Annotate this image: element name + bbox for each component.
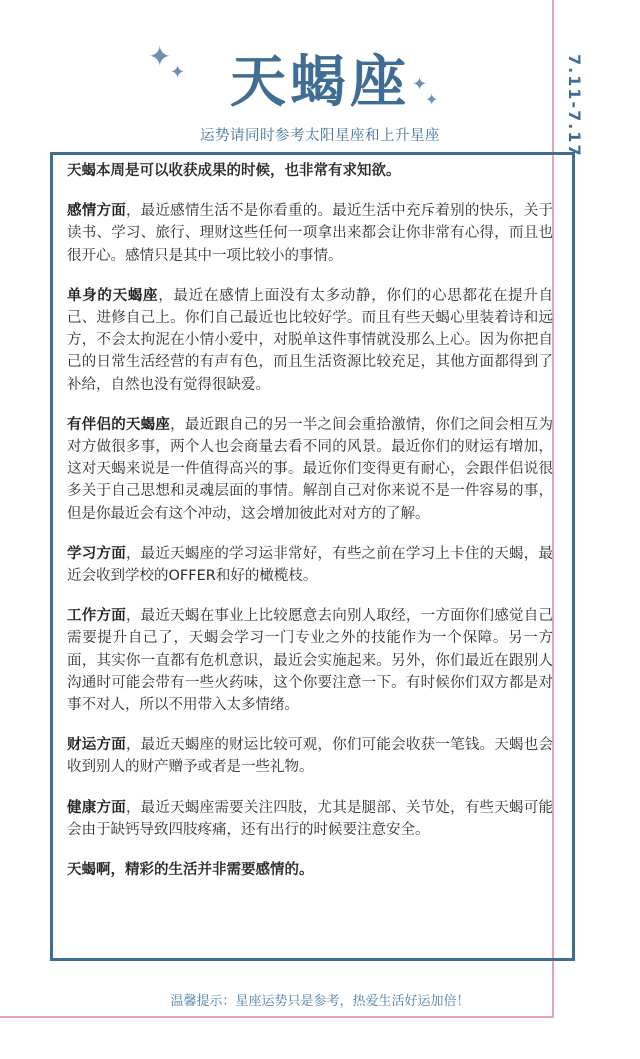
page-subtitle: 运势请同时参考太阳星座和上升星座: [200, 128, 440, 144]
section-heading: 学习方面: [67, 545, 126, 562]
section-text: ，最近天蝎座需要关注四肢，尤其是腿部、关节处，有些天蝎可能会由于缺钙导致四肢疼痛，还有出行的时候要注意安全。: [67, 799, 553, 838]
page-title: 天蝎座: [230, 50, 410, 115]
footer-tip: 温馨提示：星座运势只是参考，热爱生活好运加倍！: [170, 994, 470, 1009]
section-partnered: [67, 414, 553, 525]
sparkle-icon: ✦: [148, 40, 172, 73]
sparkle-icon: ✦: [425, 90, 439, 109]
section-heading: 单身的天蝎座: [67, 287, 159, 304]
sparkle-icon: ✦: [170, 62, 186, 83]
section-text: ，最近天蝎座的财运比较可观，你们可能会收获一笔钱。天蝎也会收到别人的财产赠予或者是一些礼物。: [67, 737, 553, 776]
section-text: ，最近感情生活不是你看重的。最近生活中充斥着别的快乐，关于读书、学习、旅行、理财这些任何一项拿出来都会让你非常有心得，而且也很开心。感情只是其中一项比较小的事情。: [67, 203, 553, 264]
section-heading: 健康方面: [67, 799, 126, 816]
section-heading: 有伴侣的天蝎座: [67, 416, 171, 433]
section-text: ，最近跟自己的另一半之间会重拾激情，你们之间会相互为对方做很多事，两个人也会商量去看不同的风景。最近你们的财运有增加，这对天蝎来说是一件值得高兴的事。最近你们变得更有耐心，会跟伴侣说很多关于自己思想和灵魂层面的事情。解剖自己对你来说不是一件容易的事，但是你最近会有这个冲动，这会增加彼此对对方的了解。: [67, 416, 553, 522]
section-heading: 感情方面: [67, 203, 126, 220]
section-text: ，最近天蝎在事业上比较愿意去向别人取经，一方面你们感觉自己需要提升自己了，天蝎会学习一门专业之外的技能作为一个保障。另一方面，其实你一直都有危机意识，最近会实施起来。另外，你们最近在跟别人沟通时可能会带有一些火药味，这个你要注意一下。有时候你们双方都是对事不对人，所以不用带入太多情绪。: [67, 608, 553, 714]
section-love: [67, 200, 553, 267]
section-text: ，最近在感情上面没有太多动静，你们的心思都花在提升自己、进修自己上。你们自己最近也比较好学。而且有些天蝎心里装着诗和远方，不会太拘泥在小情小爱中，对脱单这件事情就没那么上心。因为你把自己的日常生活经营的有声有色，而且生活资源比较充足，其他方面都得到了补给，自然也没有觉得很缺爱。: [67, 287, 554, 393]
section-heading: 工作方面: [67, 608, 126, 625]
pink-horizontal-line: [0, 1016, 554, 1018]
section-study: [67, 543, 553, 587]
section-heading: 财运方面: [67, 737, 126, 754]
horoscope-content: [67, 160, 553, 899]
intro-paragraph: 天蝎本周是可以收获成果的时候，也非常有求知欲。: [67, 163, 401, 179]
section-text: ，最近天蝎座的学习运非常好，有些之前在学习上卡住的天蝎，最近会收到学校的OFFER和好的橄榄枝。: [67, 545, 553, 585]
section-health: [67, 797, 553, 841]
closing-paragraph: 天蝎啊，精彩的生活并非需要感情的。: [67, 862, 314, 879]
section-single: [67, 285, 553, 396]
section-wealth: [67, 734, 553, 778]
date-range: 7.11-7.17: [565, 54, 584, 158]
section-work: [67, 605, 553, 716]
sparkle-icon: ✦: [412, 74, 428, 95]
